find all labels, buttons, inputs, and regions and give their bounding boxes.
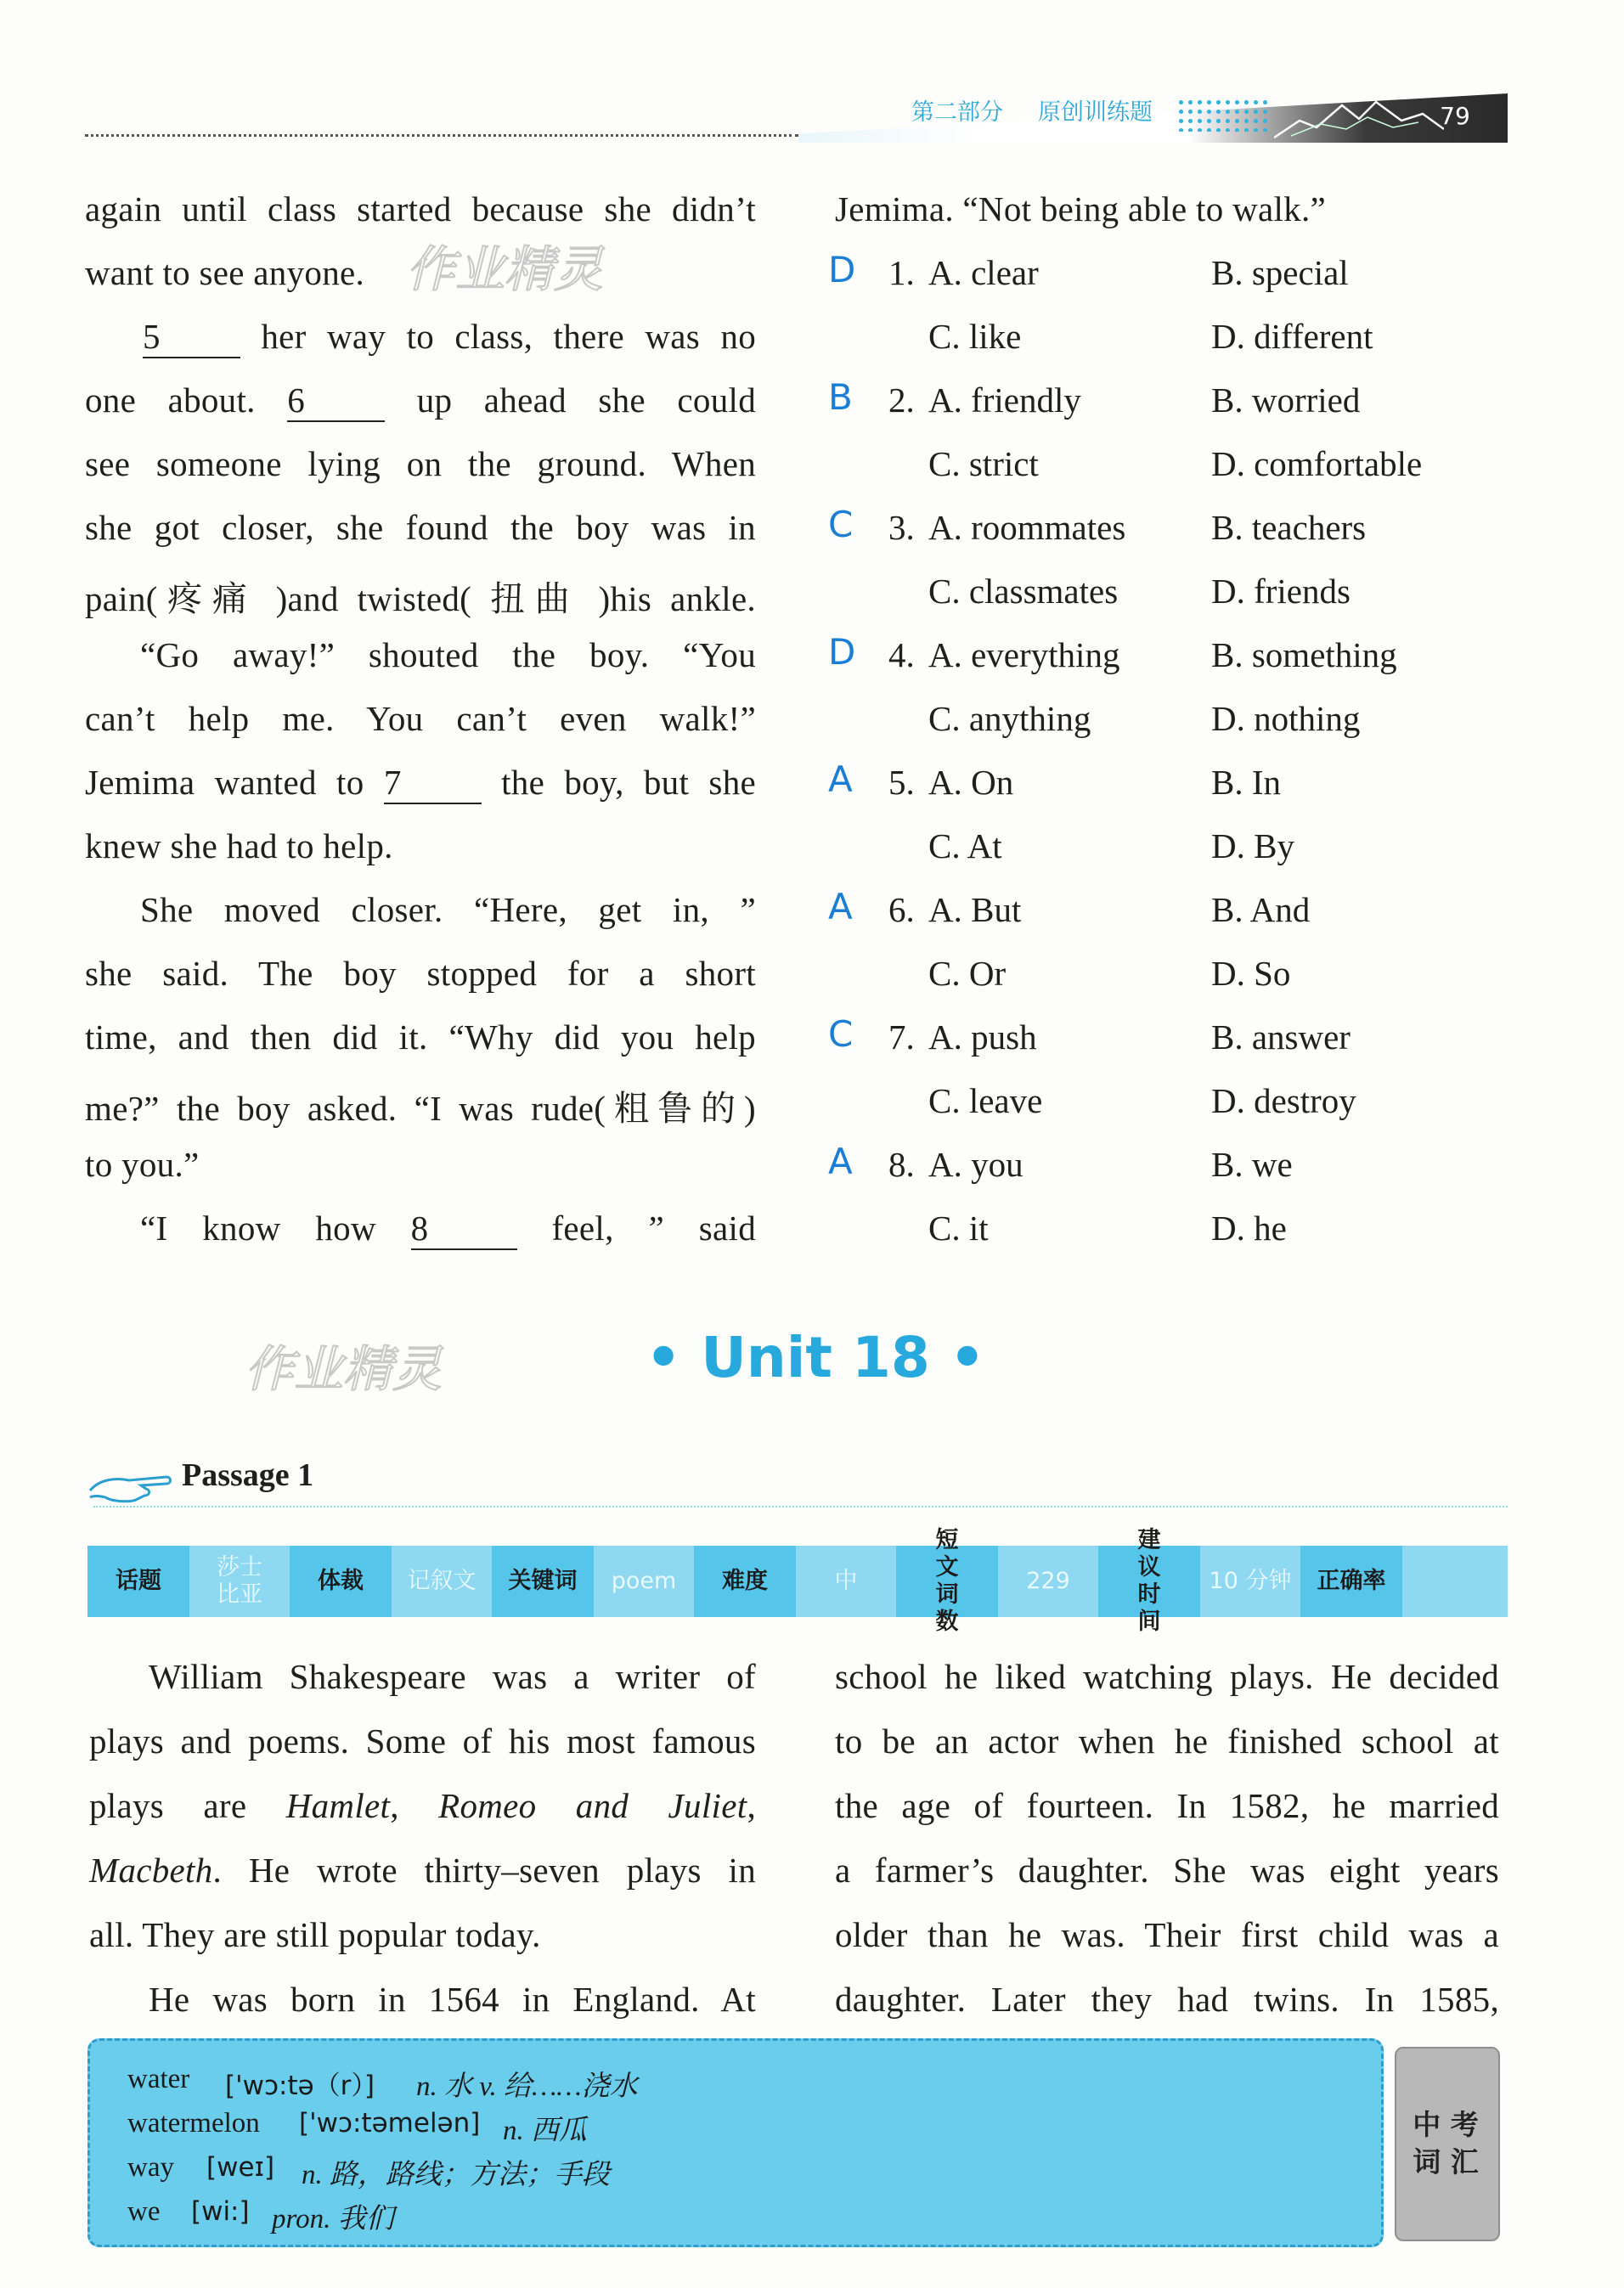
text-line: one about. 6 up ahead she could bbox=[85, 380, 756, 422]
option-b: B. special bbox=[1211, 253, 1349, 292]
answer-mark: D bbox=[828, 249, 856, 290]
vocab-word: we bbox=[127, 2196, 161, 2227]
header-rule bbox=[85, 134, 798, 137]
vocab-phonetic: ['wɔ:təmelən] bbox=[299, 2108, 481, 2139]
option-c: C. it bbox=[928, 1209, 989, 1248]
answer-mark: A bbox=[828, 1141, 853, 1182]
topic-value: 莎士比亚 bbox=[189, 1546, 290, 1617]
option-b: B. we bbox=[1211, 1145, 1293, 1184]
option-d: D. friends bbox=[1211, 572, 1351, 611]
header-category: 原创训练题 bbox=[1038, 99, 1153, 126]
option-c: C. At bbox=[928, 826, 1002, 865]
answer-blank: 7 bbox=[384, 762, 482, 804]
option-a: A. everything bbox=[928, 635, 1120, 674]
option-d: D. destroy bbox=[1211, 1081, 1356, 1120]
text-line: she got closer, she found the boy was in bbox=[85, 508, 756, 547]
text-line: “I know how 8 feel, ” said bbox=[140, 1208, 756, 1250]
passage-end-line: Jemima. “Not being able to walk.” bbox=[835, 189, 1327, 228]
difficulty-value: 中 bbox=[796, 1546, 896, 1617]
text-line: a farmer’s daughter. She was eight years bbox=[835, 1851, 1499, 1890]
text-line: time, and then did it. “Why did you help bbox=[85, 1017, 756, 1057]
option-d: D. nothing bbox=[1211, 699, 1361, 738]
question-number: 1. bbox=[888, 253, 915, 292]
vocab-tab-label: 中 考 词 汇 bbox=[1413, 2108, 1479, 2178]
text-line: pain(疼痛 )and twisted( 扭曲 )his ankle. bbox=[85, 579, 756, 618]
option-c: C. anything bbox=[928, 699, 1091, 738]
text-line: to you.” bbox=[85, 1145, 200, 1184]
passage-rule bbox=[93, 1506, 1508, 1507]
page-number: 79 bbox=[1440, 102, 1470, 130]
accuracy-label: 正确率 bbox=[1300, 1546, 1402, 1617]
text-line: want to see anyone. bbox=[85, 253, 365, 292]
watermark-2: 作业精灵 bbox=[245, 1340, 443, 1398]
time-label: 建议时间 bbox=[1098, 1546, 1200, 1617]
text-line: older than he was. Their first child was a bbox=[835, 1915, 1499, 1954]
keyword-value: poem bbox=[594, 1546, 694, 1617]
genre-value: 记叙文 bbox=[392, 1546, 492, 1617]
difficulty-label: 难度 bbox=[694, 1546, 796, 1617]
text-line: me?” the boy asked. “I was rude(粗鲁的) bbox=[85, 1089, 756, 1128]
question-number: 7. bbox=[888, 1017, 915, 1057]
text-line: Jemima wanted to 7 the boy, but she bbox=[85, 762, 756, 804]
text-line: the age of fourteen. In 1582, he married bbox=[835, 1786, 1499, 1825]
mountain-icon bbox=[1274, 95, 1444, 142]
vocab-phonetic: [wi:] bbox=[191, 2196, 250, 2227]
text-line: daughter. Later they had twins. In 1585, bbox=[835, 1980, 1499, 2019]
question-number: 5. bbox=[888, 763, 915, 802]
option-a: A. clear bbox=[928, 253, 1039, 292]
text-line: 5 her way to class, there was no bbox=[143, 316, 756, 358]
question-number: 2. bbox=[888, 380, 915, 420]
text-line: she said. The boy stopped for a short bbox=[85, 954, 756, 993]
option-d: D. he bbox=[1211, 1209, 1287, 1248]
play-title: Romeo and Juliet bbox=[438, 1786, 747, 1825]
question-number: 4. bbox=[888, 635, 915, 674]
answer-blank: 5 bbox=[143, 316, 240, 358]
wordcount-value: 229 bbox=[998, 1546, 1098, 1617]
text-line: see someone lying on the ground. When bbox=[85, 444, 756, 483]
text-line: knew she had to help. bbox=[85, 826, 393, 865]
pointing-hand-icon bbox=[88, 1465, 173, 1506]
option-c: C. leave bbox=[928, 1081, 1043, 1120]
question-number: 3. bbox=[888, 508, 915, 547]
question-number: 8. bbox=[888, 1145, 915, 1184]
answer-mark: C bbox=[828, 504, 854, 545]
text-line: Macbeth. He wrote thirty–seven plays in bbox=[89, 1851, 756, 1890]
vocab-word: way bbox=[127, 2152, 174, 2183]
answer-mark: C bbox=[828, 1013, 854, 1055]
option-c: C. Or bbox=[928, 954, 1007, 993]
option-a: A. you bbox=[928, 1145, 1023, 1184]
vocab-phonetic: [weɪ] bbox=[206, 2152, 275, 2183]
keyword-label: 关键词 bbox=[492, 1546, 594, 1617]
option-b: B. In bbox=[1211, 763, 1281, 802]
option-b: B. teachers bbox=[1211, 508, 1367, 547]
topic-label: 话题 bbox=[87, 1546, 189, 1617]
option-a: A. But bbox=[928, 890, 1022, 929]
option-c: C. strict bbox=[928, 444, 1039, 483]
vocab-definition: pron. 我们 bbox=[272, 2204, 394, 2234]
option-d: D. comfortable bbox=[1211, 444, 1423, 483]
passage-label: Passage 1 bbox=[182, 1457, 314, 1493]
option-b: B. something bbox=[1211, 635, 1397, 674]
text-line: all. They are still popular today. bbox=[89, 1915, 541, 1954]
unit-title: • Unit 18 • bbox=[646, 1325, 985, 1390]
vocab-word: water bbox=[127, 2064, 190, 2094]
play-title: Hamlet bbox=[285, 1786, 391, 1825]
text-line: school he liked watching plays. He decided bbox=[835, 1657, 1499, 1696]
option-b: B. answer bbox=[1211, 1017, 1351, 1057]
answer-mark: A bbox=[828, 886, 853, 927]
wordcount-label: 短文词数 bbox=[896, 1546, 998, 1617]
watermark: 作业精灵 bbox=[406, 240, 604, 298]
accuracy-value bbox=[1402, 1546, 1508, 1617]
option-a: A. friendly bbox=[928, 380, 1081, 420]
option-c: C. classmates bbox=[928, 572, 1119, 611]
text-line: to be an actor when he finished school at bbox=[835, 1722, 1499, 1761]
vocab-word: watermelon bbox=[127, 2108, 260, 2139]
time-value: 10 分钟 bbox=[1200, 1546, 1300, 1617]
option-b: B. worried bbox=[1211, 380, 1361, 420]
option-d: D. So bbox=[1211, 954, 1291, 993]
text-line: can’t help me. You can’t even walk!” bbox=[85, 699, 756, 738]
text-line: plays are Hamlet, Romeo and Juliet, bbox=[89, 1786, 756, 1825]
answer-blank: 8 bbox=[411, 1208, 517, 1250]
vocab-phonetic: ['wɔ:tə（r）] bbox=[225, 2071, 375, 2101]
text-line: again until class started because she didn’t bbox=[85, 189, 756, 228]
answer-mark: A bbox=[828, 758, 853, 800]
genre-label: 体裁 bbox=[290, 1546, 392, 1617]
answer-blank: 6 bbox=[287, 380, 385, 422]
option-a: A. push bbox=[928, 1017, 1037, 1057]
text-line: He was born in 1564 in England. At bbox=[149, 1980, 756, 2019]
text-line: She moved closer. “Here, get in, ” bbox=[140, 890, 756, 929]
vocab-definition: n. 水 v. 给……浇水 bbox=[416, 2071, 638, 2102]
option-a: A. On bbox=[928, 763, 1014, 802]
answer-mark: B bbox=[828, 376, 853, 418]
option-d: D. different bbox=[1211, 317, 1373, 356]
vocab-definition: n. 西瓜 bbox=[503, 2116, 587, 2146]
text-line: William Shakespeare was a writer of bbox=[149, 1657, 756, 1696]
option-b: B. And bbox=[1211, 890, 1311, 929]
question-number: 6. bbox=[888, 890, 915, 929]
vocab-definition: n. 路，路线；方法；手段 bbox=[302, 2160, 610, 2190]
option-c: C. like bbox=[928, 317, 1022, 356]
option-a: A. roommates bbox=[928, 508, 1126, 547]
text-line: “Go away!” shouted the boy. “You bbox=[140, 635, 756, 674]
passage-info-bar bbox=[87, 1527, 1508, 1635]
answer-mark: D bbox=[828, 631, 856, 673]
header-dot-pattern bbox=[1176, 98, 1270, 132]
header-section: 第二部分 bbox=[911, 99, 1003, 126]
text-line: plays and poems. Some of his most famous bbox=[89, 1722, 756, 1761]
option-d: D. By bbox=[1211, 826, 1294, 865]
play-title: Macbeth bbox=[89, 1851, 213, 1890]
